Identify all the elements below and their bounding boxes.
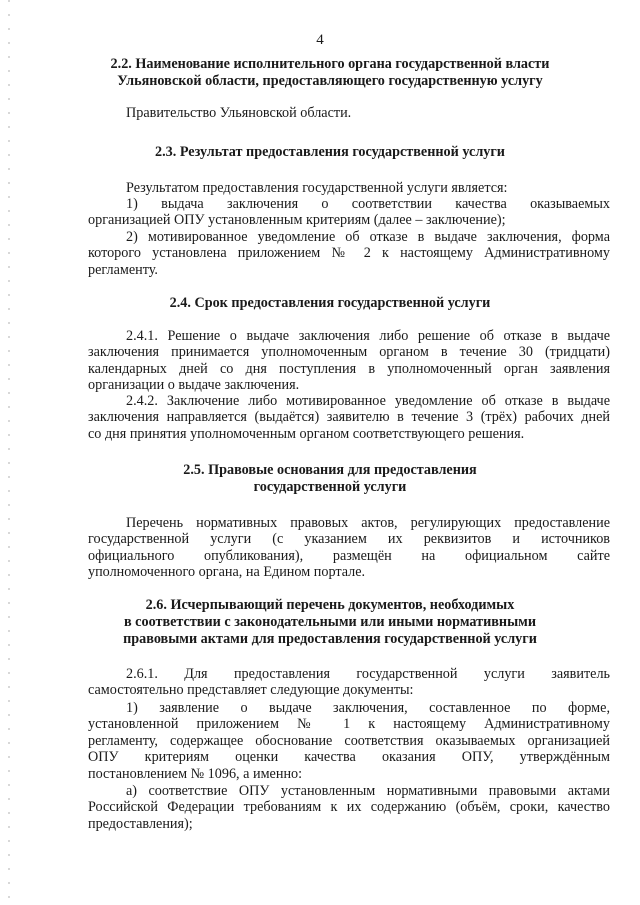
- text-line: 1) выдача заключения о соответствии качества оказываемых: [126, 196, 610, 212]
- text-line: предоставления);: [88, 815, 193, 832]
- text-line: регламенту, содержащее обоснование соответствия оказываемых организацией: [88, 732, 610, 749]
- text-line: ОПУ критериям оценки качества оказания ОПУ, утверждённым: [88, 749, 610, 766]
- text-line: Российской Федерации требованиям к их содержанию (объём, сроки, качество: [88, 799, 610, 816]
- text-line: регламенту.: [88, 261, 158, 278]
- section-2-2-heading: [60, 56, 600, 90]
- heading-line: 2.2. Наименование исполнительного органа государственной власти: [110, 56, 550, 72]
- section-2-5-paragraph: [88, 515, 610, 581]
- text-line: со дня принятия уполномоченным органом соответствующего решения.: [88, 425, 525, 442]
- text-line: 2) мотивированное уведомление об отказе в выдаче заключения, форма: [126, 229, 610, 245]
- section-2-2-paragraph: Правительство Ульяновской области.: [126, 105, 352, 121]
- section-2-6-item-a: [88, 783, 610, 832]
- heading-line: Ульяновской области, предоставляющего государственную услугу: [117, 73, 543, 89]
- section-2-4-heading: 2.4. Срок предоставления государственной услуги: [169, 295, 491, 311]
- heading-line: в соответствии с законодательными или иными нормативными: [123, 614, 537, 630]
- heading-line: правовыми актами для предоставления государственной услуги: [123, 631, 537, 647]
- text-line: организацией ОПУ установленным критериям (далее – заключение);: [88, 212, 506, 229]
- heading-line: 2.5. Правовые основания для предоставления: [183, 462, 477, 478]
- section-2-6-item-1: [88, 700, 610, 782]
- heading-line: государственной услуги: [253, 479, 407, 495]
- page-number: 4: [316, 32, 324, 48]
- section-2-3-heading: 2.3. Результат предоставления государственной услуги: [154, 144, 505, 160]
- text-line: а) соответствие ОПУ установленным нормативными правовыми актами: [126, 783, 610, 799]
- text-line: самостоятельно представляет следующие документы:: [88, 682, 414, 699]
- text-line: установленной приложением № 1 к настоящему Административному: [88, 716, 610, 733]
- text-line: государственной услуги (с указанием их реквизитов и источников: [88, 531, 610, 548]
- text-line: постановлением № 1096, а именно:: [88, 765, 303, 782]
- text-line: 2.4.2. Заключение либо мотивированное уведомление об отказе в выдаче: [126, 393, 610, 409]
- section-2-4-2-paragraph: [88, 393, 610, 442]
- text-line: заключения направляется (выдаётся) заявителю в течение 3 (трёх) рабочих дней: [88, 409, 610, 426]
- section-2-6-heading: [60, 597, 600, 648]
- heading-line: 2.6. Исчерпывающий перечень документов, необходимых: [145, 597, 515, 613]
- text-line: календарных дней со дня поступления в уполномоченный орган заявления: [88, 360, 610, 377]
- section-2-6-1-paragraph: [88, 666, 610, 699]
- section-2-3-item-2: [88, 229, 610, 278]
- text-line: 2.4.1. Решение о выдаче заключения либо решение об отказе в выдаче: [126, 328, 610, 344]
- text-line: заключения принимается уполномоченным органом в течение 30 (тридцати): [88, 344, 610, 361]
- section-2-3-item-1: [88, 196, 610, 229]
- text-line: 1) заявление о выдаче заключения, составленное по форме,: [126, 700, 610, 716]
- section-2-5-heading: [60, 462, 600, 496]
- scan-margin-artifact: [8, 0, 10, 905]
- section-2-4-1-paragraph: [88, 328, 610, 394]
- text-line: организации о выдаче заключения.: [88, 377, 300, 394]
- text-line: которого установлена приложением № 2 к настоящему Административному: [88, 245, 610, 262]
- text-line: 2.6.1. Для предоставления государственной услуги заявитель: [126, 666, 610, 682]
- text-line: Перечень нормативных правовых актов, регулирующих предоставление: [126, 515, 610, 531]
- section-2-3-intro: Результатом предоставления государственной услуги является:: [126, 180, 508, 196]
- text-line: уполномоченного органа, на Едином портале.: [88, 564, 366, 581]
- text-line: официального опубликования), размещён на официальном сайте: [88, 547, 610, 564]
